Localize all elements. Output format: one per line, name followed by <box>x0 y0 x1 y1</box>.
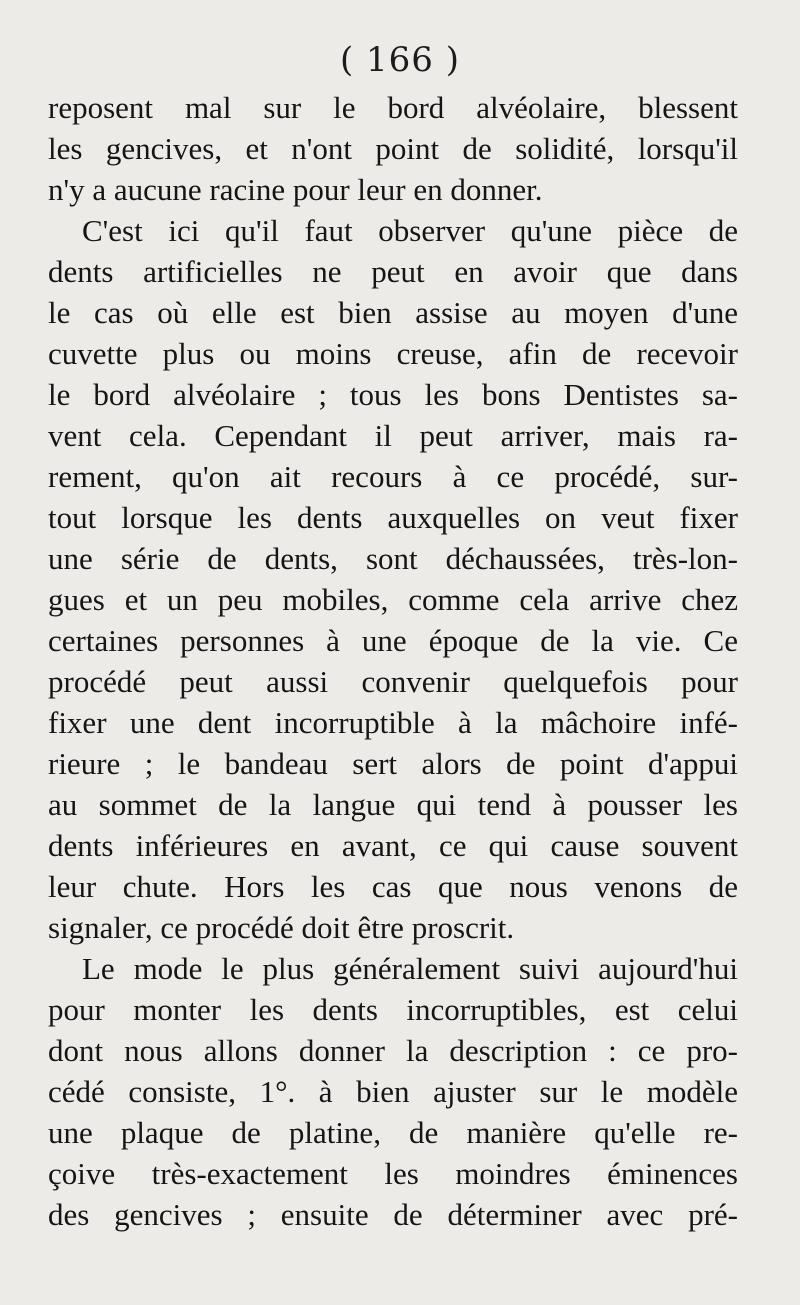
page-number: ( 166 ) <box>339 40 461 80</box>
text-line: les gencives, et n'ont point de solidité, lorsqu'il <box>48 131 738 166</box>
text-line: le cas où elle est bien assise au moyen d'une <box>48 295 738 330</box>
text-line: n'y a aucune racine pour leur en donner. <box>48 172 543 207</box>
text-line: dents artificielles ne peut en avoir que dans <box>48 254 738 289</box>
text-line: C'est ici qu'il faut observer qu'une pièce de <box>82 213 738 248</box>
text-line: cédé consiste, 1°. à bien ajuster sur le modèle <box>48 1074 738 1109</box>
text-line: rieure ; le bandeau sert alors de point d'appui <box>48 746 738 781</box>
text-line: une série de dents, sont déchaussées, très-lon- <box>48 541 738 576</box>
text-line: tout lorsque les dents auxquelles on veut fixer <box>48 500 738 535</box>
text-line: signaler, ce procédé doit être proscrit. <box>48 910 515 945</box>
text-line: des gencives ; ensuite de déterminer avec pré- <box>48 1197 738 1232</box>
text-line: dont nous allons donner la description : ce pro- <box>48 1033 738 1068</box>
text-line: leur chute. Hors les cas que nous venons de <box>48 869 738 904</box>
text-line: çoive très-exactement les moindres éminences <box>48 1156 738 1191</box>
text-line: le bord alvéolaire ; tous les bons Dentistes sa- <box>48 377 738 412</box>
text-line: procédé peut aussi convenir quelquefois pour <box>48 664 738 699</box>
text-line: Le mode le plus généralement suivi aujourd'hui <box>82 951 738 986</box>
text-line: cuvette plus ou moins creuse, afin de recevoir <box>48 336 738 371</box>
text-line: pour monter les dents incorruptibles, est celui <box>48 992 738 1027</box>
text-line: certaines personnes à une époque de la vie. Ce <box>48 623 738 658</box>
text-line: au sommet de la langue qui tend à pousser les <box>48 787 738 822</box>
text-line: une plaque de platine, de manière qu'elle re- <box>48 1115 738 1150</box>
text-line: vent cela. Cependant il peut arriver, mais ra- <box>48 418 738 453</box>
text-line: dents inférieures en avant, ce qui cause souvent <box>48 828 738 863</box>
text-line: fixer une dent incorruptible à la mâchoire infé- <box>48 705 738 740</box>
text-line: reposent mal sur le bord alvéolaire, blessent <box>48 90 738 125</box>
text-line: gues et un peu mobiles, comme cela arrive chez <box>48 582 738 617</box>
body-text <box>48 87 738 1235</box>
text-line: rement, qu'on ait recours à ce procédé, sur- <box>48 459 738 494</box>
